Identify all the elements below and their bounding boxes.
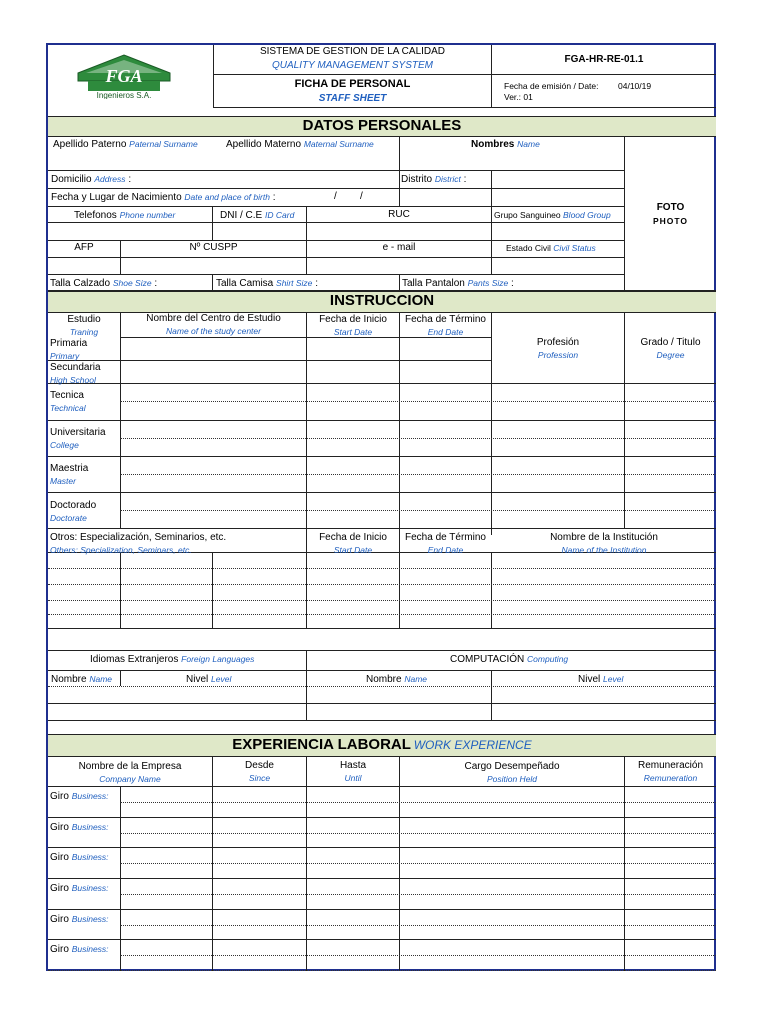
language-level-label: Nivel Level [186,674,232,685]
table-rule [48,360,491,361]
company-name-label: Nombre de la Empresa Company Name [78,761,182,784]
date-slash-2: / [360,191,363,202]
table-rule [48,170,624,171]
table-rule [48,909,716,910]
table-rule [120,474,716,475]
table-rule [48,383,716,384]
business-label-3: Giro Business: [50,852,109,863]
emission-date: 04/10/19 [618,81,652,91]
level-doctorate: Doctorado Doctorate [50,500,97,523]
table-rule [120,894,716,895]
since-label: Desde Since [245,760,274,783]
version-label: Ver.: 01 [504,92,533,102]
table-rule [48,670,716,671]
table-rule [212,274,213,290]
emission-label: Fecha de emisión / Date: [504,81,599,91]
other-start-date-label: Fecha de Inicio Start Date [319,532,387,555]
table-rule [120,438,716,439]
district-label: Distrito District : [401,174,467,185]
table-rule [48,847,716,848]
table-rule [48,274,624,275]
date-slash-1: / [334,191,337,202]
business-label-2: Giro Business: [50,822,109,833]
table-rule [48,939,716,940]
shirt-size-label: Talla Camisa Shirt Size : [216,278,318,289]
id-card-label: DNI / C.E ID Card [220,210,295,221]
table-rule [120,510,716,511]
table-rule [399,136,400,170]
foreign-languages-label: Idiomas Extranjeros Foreign Languages [90,654,255,665]
table-rule [120,401,716,402]
table-rule [120,802,716,803]
degree-label: Grado / Titulo Degree [640,337,701,360]
study-center-label: Nombre del Centro de Estudio Name of the study center [146,313,281,336]
section-education-title: INSTRUCCION [329,292,435,309]
table-rule [48,786,716,787]
language-name-label: Nombre Name [51,674,113,685]
maternal-surname-label: Apellido Materno Maternal Surname [226,139,374,150]
table-rule [212,206,213,240]
level-master: Maestria Master [50,463,89,486]
pants-size-label: Talla Pantalon Pants Size : [402,278,514,289]
table-rule [399,170,400,206]
end-date-label: Fecha de Término End Date [405,314,486,337]
email-label: e - mail [382,242,416,253]
until-label: Hasta Until [339,760,367,783]
position-label: Cargo Desempeñado Position Held [464,761,560,784]
table-rule [48,456,716,457]
table-rule [48,650,716,651]
shoe-size-label: Talla Calzado Shoe Size : [50,278,158,289]
blood-group-label: Grupo Sanguineo Blood Group [494,210,611,220]
table-rule [120,833,716,834]
table-rule [48,600,716,601]
table-rule [306,650,307,720]
level-secondary: Secundaria High School [50,362,101,385]
section-work-title: EXPERIENCIA LABORAL WORK EXPERIENCE [232,736,532,753]
table-rule [120,863,716,864]
business-label-5: Giro Business: [50,914,109,925]
table-rule [48,528,716,529]
table-rule [120,955,716,956]
computing-label: COMPUTACIÓN Computing [450,654,569,665]
table-rule [48,240,624,241]
table-rule [491,670,492,720]
remuneration-label: Remuneración Remuneration [637,760,704,783]
table-rule [48,188,624,189]
photo-label: FOTO [656,202,685,213]
table-rule [48,614,716,615]
table-rule [213,74,716,75]
table-rule [48,568,716,569]
business-label-6: Giro Business: [50,944,109,955]
table-rule [48,970,716,971]
study-label: Estudio Traning [67,314,101,337]
phone-label: Telefonos Phone number [74,210,176,221]
table-rule [48,222,624,223]
other-end-date-label: Fecha de Término End Date [405,532,486,555]
table-rule [212,552,213,628]
birth-label: Fecha y Lugar de Nacimiento Date and place of birth : [51,192,276,203]
table-rule [120,552,121,628]
paternal-surname-label: Apellido Paterno Paternal Surname [53,139,198,150]
svg-text:Ingenieros S.A.: Ingenieros S.A. [96,91,152,99]
system-title-en: QUALITY MANAGEMENT SYSTEM [272,60,433,71]
table-rule [399,274,400,290]
table-rule [48,703,716,704]
table-rule [48,720,716,721]
table-rule [491,552,492,628]
photo-label-en: PHOTO [652,216,689,226]
form-code: FGA-HR-RE-01.1 [564,54,644,65]
level-technical: Tecnica Technical [50,390,86,413]
table-rule [48,817,716,818]
table-rule [48,878,716,879]
form-title-en: STAFF SHEET [318,93,387,104]
address-label: Domicilio Address : [51,174,132,185]
name-label: Nombres Name [471,139,540,150]
business-label-1: Giro Business: [50,791,109,802]
ruc-label: RUC [388,209,410,220]
table-rule [48,686,716,687]
table-rule [48,206,624,207]
company-logo [72,51,176,99]
form-title: FICHA DE PERSONAL [294,78,411,90]
civil-status-label: Estado Civil Civil Status [506,243,596,253]
table-rule [491,206,492,274]
afp-label: AFP [74,242,94,253]
other-studies-label: Otros: Especialización, Seminarios, etc. Others: Specialization, Seminars, etc. [50,532,227,555]
computing-name-label: Nombre Name [366,674,428,685]
svg-text:FGA: FGA [105,66,143,86]
computing-level-label: Nivel Level [578,674,624,685]
institution-label: Nombre de la Institución Name of the Institution [550,532,658,555]
section-personal-title: DATOS PERSONALES [302,117,462,134]
cuspp-label: Nº CUSPP [189,242,238,253]
table-rule [48,420,716,421]
table-rule [48,492,716,493]
table-rule [213,107,716,108]
staff-sheet-form [46,43,716,971]
level-primary: Primaria Primary [50,338,88,361]
table-rule [120,670,121,686]
table-rule [48,584,716,585]
system-title: SISTEMA DE GESTION DE LA CALIDAD [259,46,446,57]
table-rule [48,628,716,629]
start-date-label: Fecha de Inicio Start Date [319,314,387,337]
table-rule [120,925,716,926]
level-college: Universitaria College [50,427,106,450]
table-rule [48,257,624,258]
business-label-4: Giro Business: [50,883,109,894]
profession-label: Profesión Profession [536,337,580,360]
